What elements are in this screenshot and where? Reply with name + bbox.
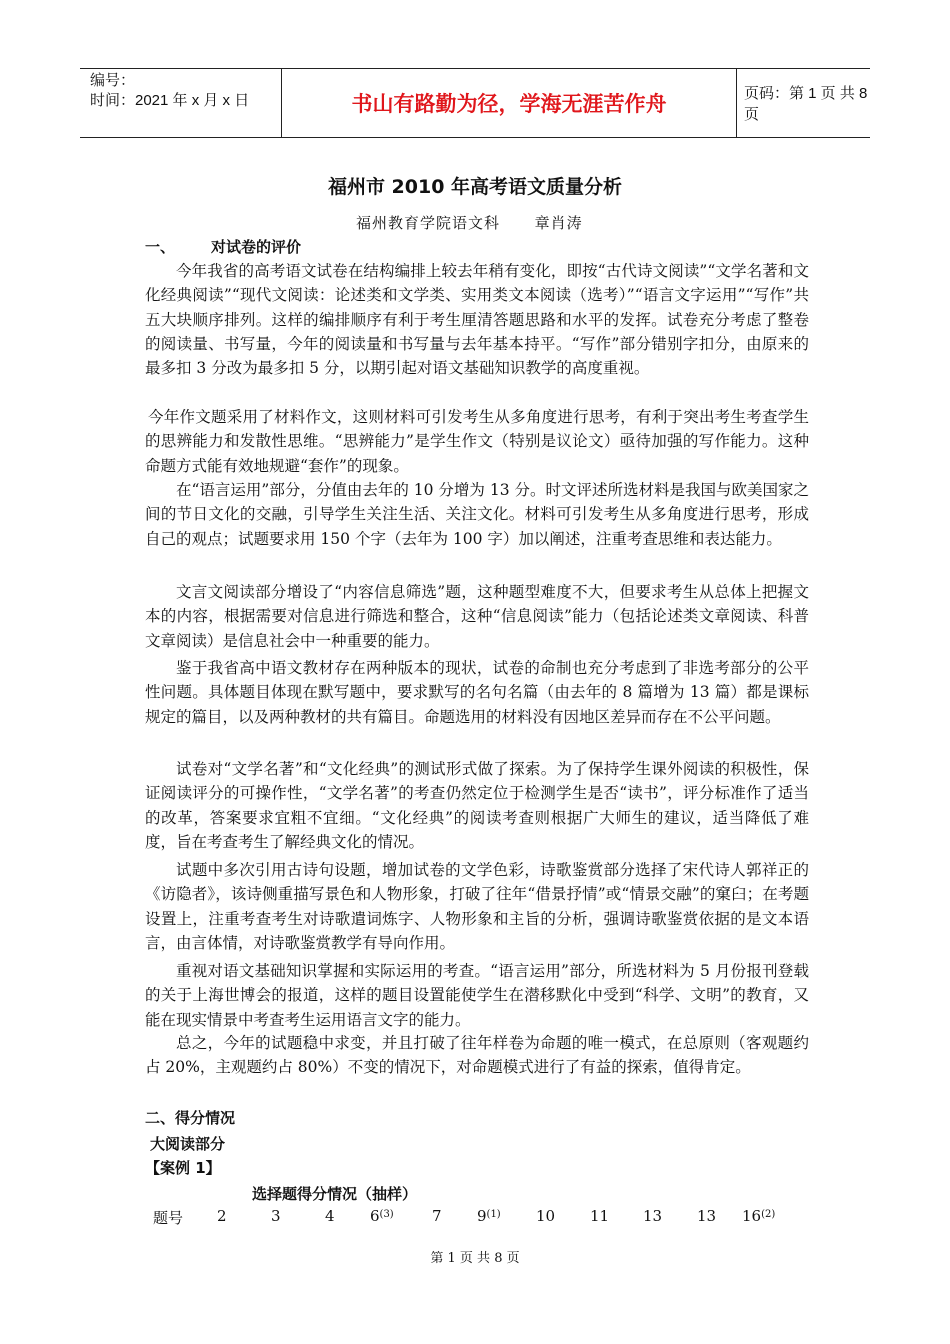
table-cell-note: (3) (379, 1209, 394, 1220)
table-cell: 7 (432, 1207, 442, 1225)
document-title: 福州市 2010 年高考语文质量分析 (327, 176, 623, 198)
table-cell: 3 (271, 1207, 281, 1225)
page-footer: 第 1 页 共 8 页 (430, 1251, 520, 1266)
section1-title: 对试卷的评价 (211, 238, 302, 256)
table-cell: 9$^{(1)}$ (477, 1207, 501, 1225)
paragraph-9: 总之，今年的试题稳中求变，并且打破了往年样卷为命题的唯一模式，在总原则（客观题约占 20%，主观题约占 80%）不变的情况下，对命题模式进行了有益的探索，值得肯定。 (145, 1034, 809, 1077)
paragraph-4: 文言文阅读部分增设了“内容信息筛选”题，这种题型难度不大，但要求考生从总体上把握文本的内容，根据需要对信息进行筛选和整合，这种“信息阅读”能力（包括论述类文章阅读、科普文章阅读）是信息社会中一种重要的能力。 (145, 583, 809, 650)
table-cell: 10 (536, 1207, 556, 1225)
case-label: 【案例 1】 (145, 1159, 221, 1177)
table-cell: 4 (325, 1207, 335, 1225)
paragraph-5: 鉴于我省高中语文教材存在两种版本的现状，试卷的命制也充分考虑到了非选考部分的公平性问题。具体题目体现在默写题中，要求默写的名句名篇（由去年的 8 篇增为 13 篇）都是课标规定的篇目，以及两种教材的共有篇目。命题选用的材料没有因地区差异而存在不公平问题。 (145, 659, 809, 726)
table-cell-note: (2) (761, 1209, 776, 1220)
table-cell: 6$^{(3)}$ (370, 1207, 394, 1225)
time-label: 时间：2021 年 x 月 x 日 (90, 92, 250, 109)
paragraph-7: 试题中多次引用古诗句设题，增加试卷的文学色彩，诗歌鉴赏部分选择了宋代诗人郭祥正的《访隐者》，该诗侧重描写景色和人物形象，打破了往年“借景抒情”或“情景交融”的窠臼；在考题设置上，注重考查考生对诗歌遣词炼字、人物形象和主旨的分析，强调诗歌鉴赏依据的是文本语言，由言体情，对诗歌鉴赏教学有导向作用。 (145, 861, 809, 952)
author-line: 福州教育学院语文科 章肖涛 (356, 214, 583, 232)
page-header (80, 68, 870, 138)
paragraph-1: 今年我省的高考语文试卷在结构编排上较去年稍有变化，即按“古代诗文阅读”“文学名著和文化经典阅读”“现代文阅读：论述类和文学类、实用类文本阅读（选考）”“语言文字运用”“写作”共五大块顺序排列。这样的编排顺序有利于考生厘清答题思路和水平的发挥。试卷充分考虑了整卷的阅读量、书写量，今年的阅读量和书写量与去年基本持平。“写作”部分错别字扣分，由原来的最多扣 3 分改为最多扣 5 分，以期引起对语文基础知识教学的高度重视。 (145, 262, 809, 378)
subsection-title: 大阅读部分 (150, 1135, 226, 1153)
header-meta (80, 69, 281, 137)
table-cell: 13 (697, 1207, 717, 1225)
section2-title: 二、得分情况 (145, 1109, 236, 1127)
motto: 书山有路勤为径，学海无涯苦作舟 (351, 92, 667, 116)
table-cell-note: (1) (486, 1209, 501, 1220)
header-page-info: 页码：第 1 页 共 8 页 (744, 85, 868, 123)
table-cell: 11 (590, 1207, 610, 1225)
table-title: 选择题得分情况（抽样） (252, 1185, 418, 1203)
paragraph-2: 今年作文题采用了材料作文，这则材料可引发考生从多角度进行思考，有利于突出考生考查学生的思辨能力和发散性思维。“思辨能力”是学生作文（特别是议论文）亟待加强的写作能力。这种命题方式能有效地规避“套作”的现象。 (145, 408, 809, 475)
paragraph-8: 重视对语文基础知识掌握和实际运用的考查。“语言运用”部分，所选材料为 5 月份报刊登载的关于上海世博会的报道，这样的题目设置能使学生在潜移默化中受到“科学、文明”的教育，又能在现实情景中考查考生运用语言文字的能力。 (145, 962, 809, 1029)
table-cell: 13 (643, 1207, 663, 1225)
header-motto-cell (281, 69, 737, 137)
paragraph-6: 试卷对“文学名著”和“文化经典”的测试形式做了探索。为了保持学生课外阅读的积极性，保证阅读评分的可操作性，“文学名著”的考查仍然定位于检测学生是否“读书”，评分标准作了适当的改革，答案要求宜粗不宜细。“文化经典”的阅读考查则根据广大师生的建议，适当降低了难度，旨在考查考生了解经典文化的情况。 (145, 760, 809, 851)
table-cell: 2 (217, 1207, 227, 1225)
table-row-label: 题号 (153, 1209, 184, 1227)
paragraph-3: 在“语言运用”部分，分值由去年的 10 分增为 13 分。时文评述所选材料是我国与欧美国家之间的节日文化的交融，引导学生关注生活、关注文化。材料可引发考生从多角度进行思考，形成自己的观点；试题要求用 150 个字（去年为 100 字）加以阐述，注重考查思维和表达能力。 (145, 481, 810, 548)
table-cell: 16$^{(2)}$ (742, 1207, 776, 1225)
number-label: 编号： (90, 72, 136, 89)
section1-number: 一、 (145, 238, 176, 256)
